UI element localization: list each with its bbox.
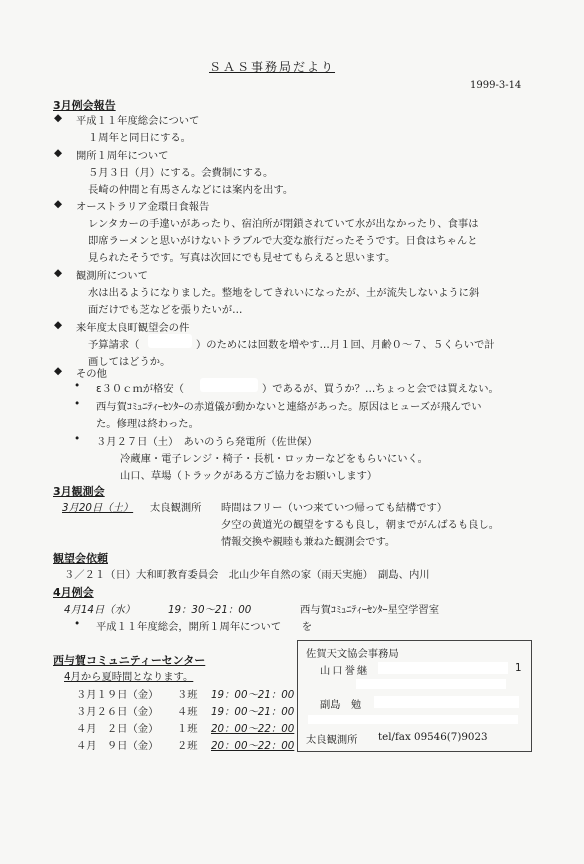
dot-bullet-icon: •	[74, 398, 81, 410]
schedule-group: ４班	[177, 706, 198, 718]
item-line: ）のためには回数を増やす…月１回、月齢０～７、５くらいで計	[196, 339, 495, 351]
sub-item-text: 西与賀ｺﾐｭﾆﾃｨｰｾﾝﾀｰの赤道儀が動かないと連絡があった。原因はヒューズが飛んでい	[96, 401, 482, 413]
item-line: 長崎の仲間と有馬さんなどには案内を出す。	[88, 184, 294, 196]
redacted-phone	[356, 679, 506, 689]
diamond-bullet-icon: ◆	[54, 147, 63, 159]
dot-bullet-icon: •	[74, 433, 81, 445]
schedule-time: 20：00～22：00	[211, 740, 295, 752]
schedule-time: 20：00～22：00	[211, 723, 295, 735]
schedule-date: ４月 ２日（金）	[76, 723, 159, 735]
contact-box	[297, 640, 532, 752]
item-line: 見られたそうです。写真は次回にでも見せてもらえると思います。	[88, 252, 396, 264]
item-title: オーストラリア金環日食報告	[76, 201, 210, 213]
schedule-date: ３月１９日（金）	[76, 689, 159, 701]
item-line: レンタカーの手違いがあったり、宿泊所が閉鎖されていて水が出なかったり、食事は	[88, 218, 479, 230]
section-heading-community-center: 西与賀コミュニティーセンター	[53, 654, 206, 667]
schedule-group: ２班	[177, 740, 198, 752]
observation-line: 時間はフリー（いつ来ていつ帰っても結構です）	[221, 502, 448, 514]
schedule-time: 19：00～21：00	[211, 706, 295, 718]
observation-place: 太良観測所	[150, 502, 202, 514]
item-line: 画してはどうか。	[88, 356, 171, 368]
contact-name-soejima: 副島 勉	[320, 699, 362, 711]
redacted-address-2	[374, 696, 519, 708]
redacted-amount	[148, 334, 192, 348]
diamond-bullet-icon: ◆	[54, 365, 63, 377]
april-meeting-place: 西与賀ｺﾐｭﾆﾃｨｰｾﾝﾀｰ星空学習室	[300, 604, 440, 616]
schedule-date: ３月２６日（金）	[76, 706, 159, 718]
april-meeting-note: 平成１１年度総会，開所１周年について を	[96, 621, 313, 633]
diamond-bullet-icon: ◆	[54, 198, 63, 210]
schedule-time: 19：00～21：00	[211, 689, 295, 701]
dot-bullet-icon: •	[74, 380, 81, 392]
summer-time-notice: 4月から夏時間となります。	[64, 671, 194, 683]
diamond-bullet-icon: ◆	[54, 319, 63, 331]
schedule-group: １班	[177, 723, 198, 735]
sub-item-text: た。修理は終わった。	[96, 418, 199, 430]
viewing-request-line: ３／２１（日）大和町教育委員会 北山少年自然の家（雨天実施） 副島、内川	[64, 569, 430, 581]
sub-item-text: ε３０ｃｍが格安（	[96, 383, 184, 395]
observatory-label: 太良観測所	[306, 734, 358, 746]
item-line: 水は出るようになりました。整地をしてきれいになったが、土が流失しないように斜	[88, 287, 480, 299]
contact-name-yamaguchi: 山口誉継	[320, 665, 370, 677]
redacted-line	[308, 715, 518, 724]
observation-date: 3月20日（土）	[62, 502, 134, 514]
item-title: 平成１１年度総会について	[76, 115, 200, 127]
section-heading-march-report: 3月例会報告	[53, 99, 116, 112]
schedule-date: ４月 ９日（金）	[76, 740, 159, 752]
item-title: 来年度太良町観望会の件	[76, 322, 190, 334]
item-line: 予算請求（	[88, 339, 140, 351]
item-title: 開所１周年について	[76, 150, 169, 162]
newsletter-title: ＳＡＳ事務局だより	[209, 60, 336, 74]
observatory-fax: tel/fax 09546(7)9023	[378, 731, 488, 743]
contact-org: 佐賀天文協会事務局	[306, 648, 399, 660]
issue-date: 1999-3-14	[470, 80, 522, 91]
sub-item-text: 山口、草場（トラックがある方ご協力をお願いします）	[120, 470, 378, 482]
dot-bullet-icon: •	[74, 618, 81, 630]
item-line: １周年と同日にする。	[88, 132, 191, 144]
item-title: 観測所について	[76, 270, 148, 282]
sub-item-text: ）であるが、買うか？…ちょっと会では買えない。	[262, 383, 499, 395]
item-line: ５月３日（月）にする。会費制にする。	[88, 167, 274, 179]
section-heading-march-observation: 3月観測会	[53, 485, 105, 498]
diamond-bullet-icon: ◆	[54, 267, 63, 279]
april-meeting-date: 4月14日（水）	[64, 604, 136, 616]
section-heading-viewing-request: 観望会依頼	[53, 552, 108, 565]
redacted-address	[378, 662, 508, 674]
item-title: その他	[76, 368, 107, 380]
item-line: 面だけでも芝などを張りたいが…	[88, 304, 243, 316]
schedule-group: ３班	[177, 689, 198, 701]
contact-digit: 1	[515, 662, 522, 674]
observation-line: 情報交換や親睦も兼ねた観測会です。	[221, 536, 396, 548]
observation-line: 夕空の黄道光の観望をするも良し，朝までがんばるも良し。	[221, 519, 500, 531]
redacted-price	[200, 378, 258, 392]
diamond-bullet-icon: ◆	[54, 112, 63, 124]
sub-item-text: 冷蔵庫・電子レンジ・椅子・長机・ロッカーなどをもらいにいく。	[120, 453, 428, 465]
section-heading-april-meeting: 4月例会	[53, 586, 94, 599]
april-meeting-time: 19：30～21：00	[168, 604, 252, 616]
item-line: 即席ラーメンと思いがけないトラブルで大変な旅行だったそうです。日食はちゃんと	[88, 235, 478, 247]
sub-item-text: ３月２７日（土） あいのうら発電所（佐世保）	[96, 436, 318, 448]
